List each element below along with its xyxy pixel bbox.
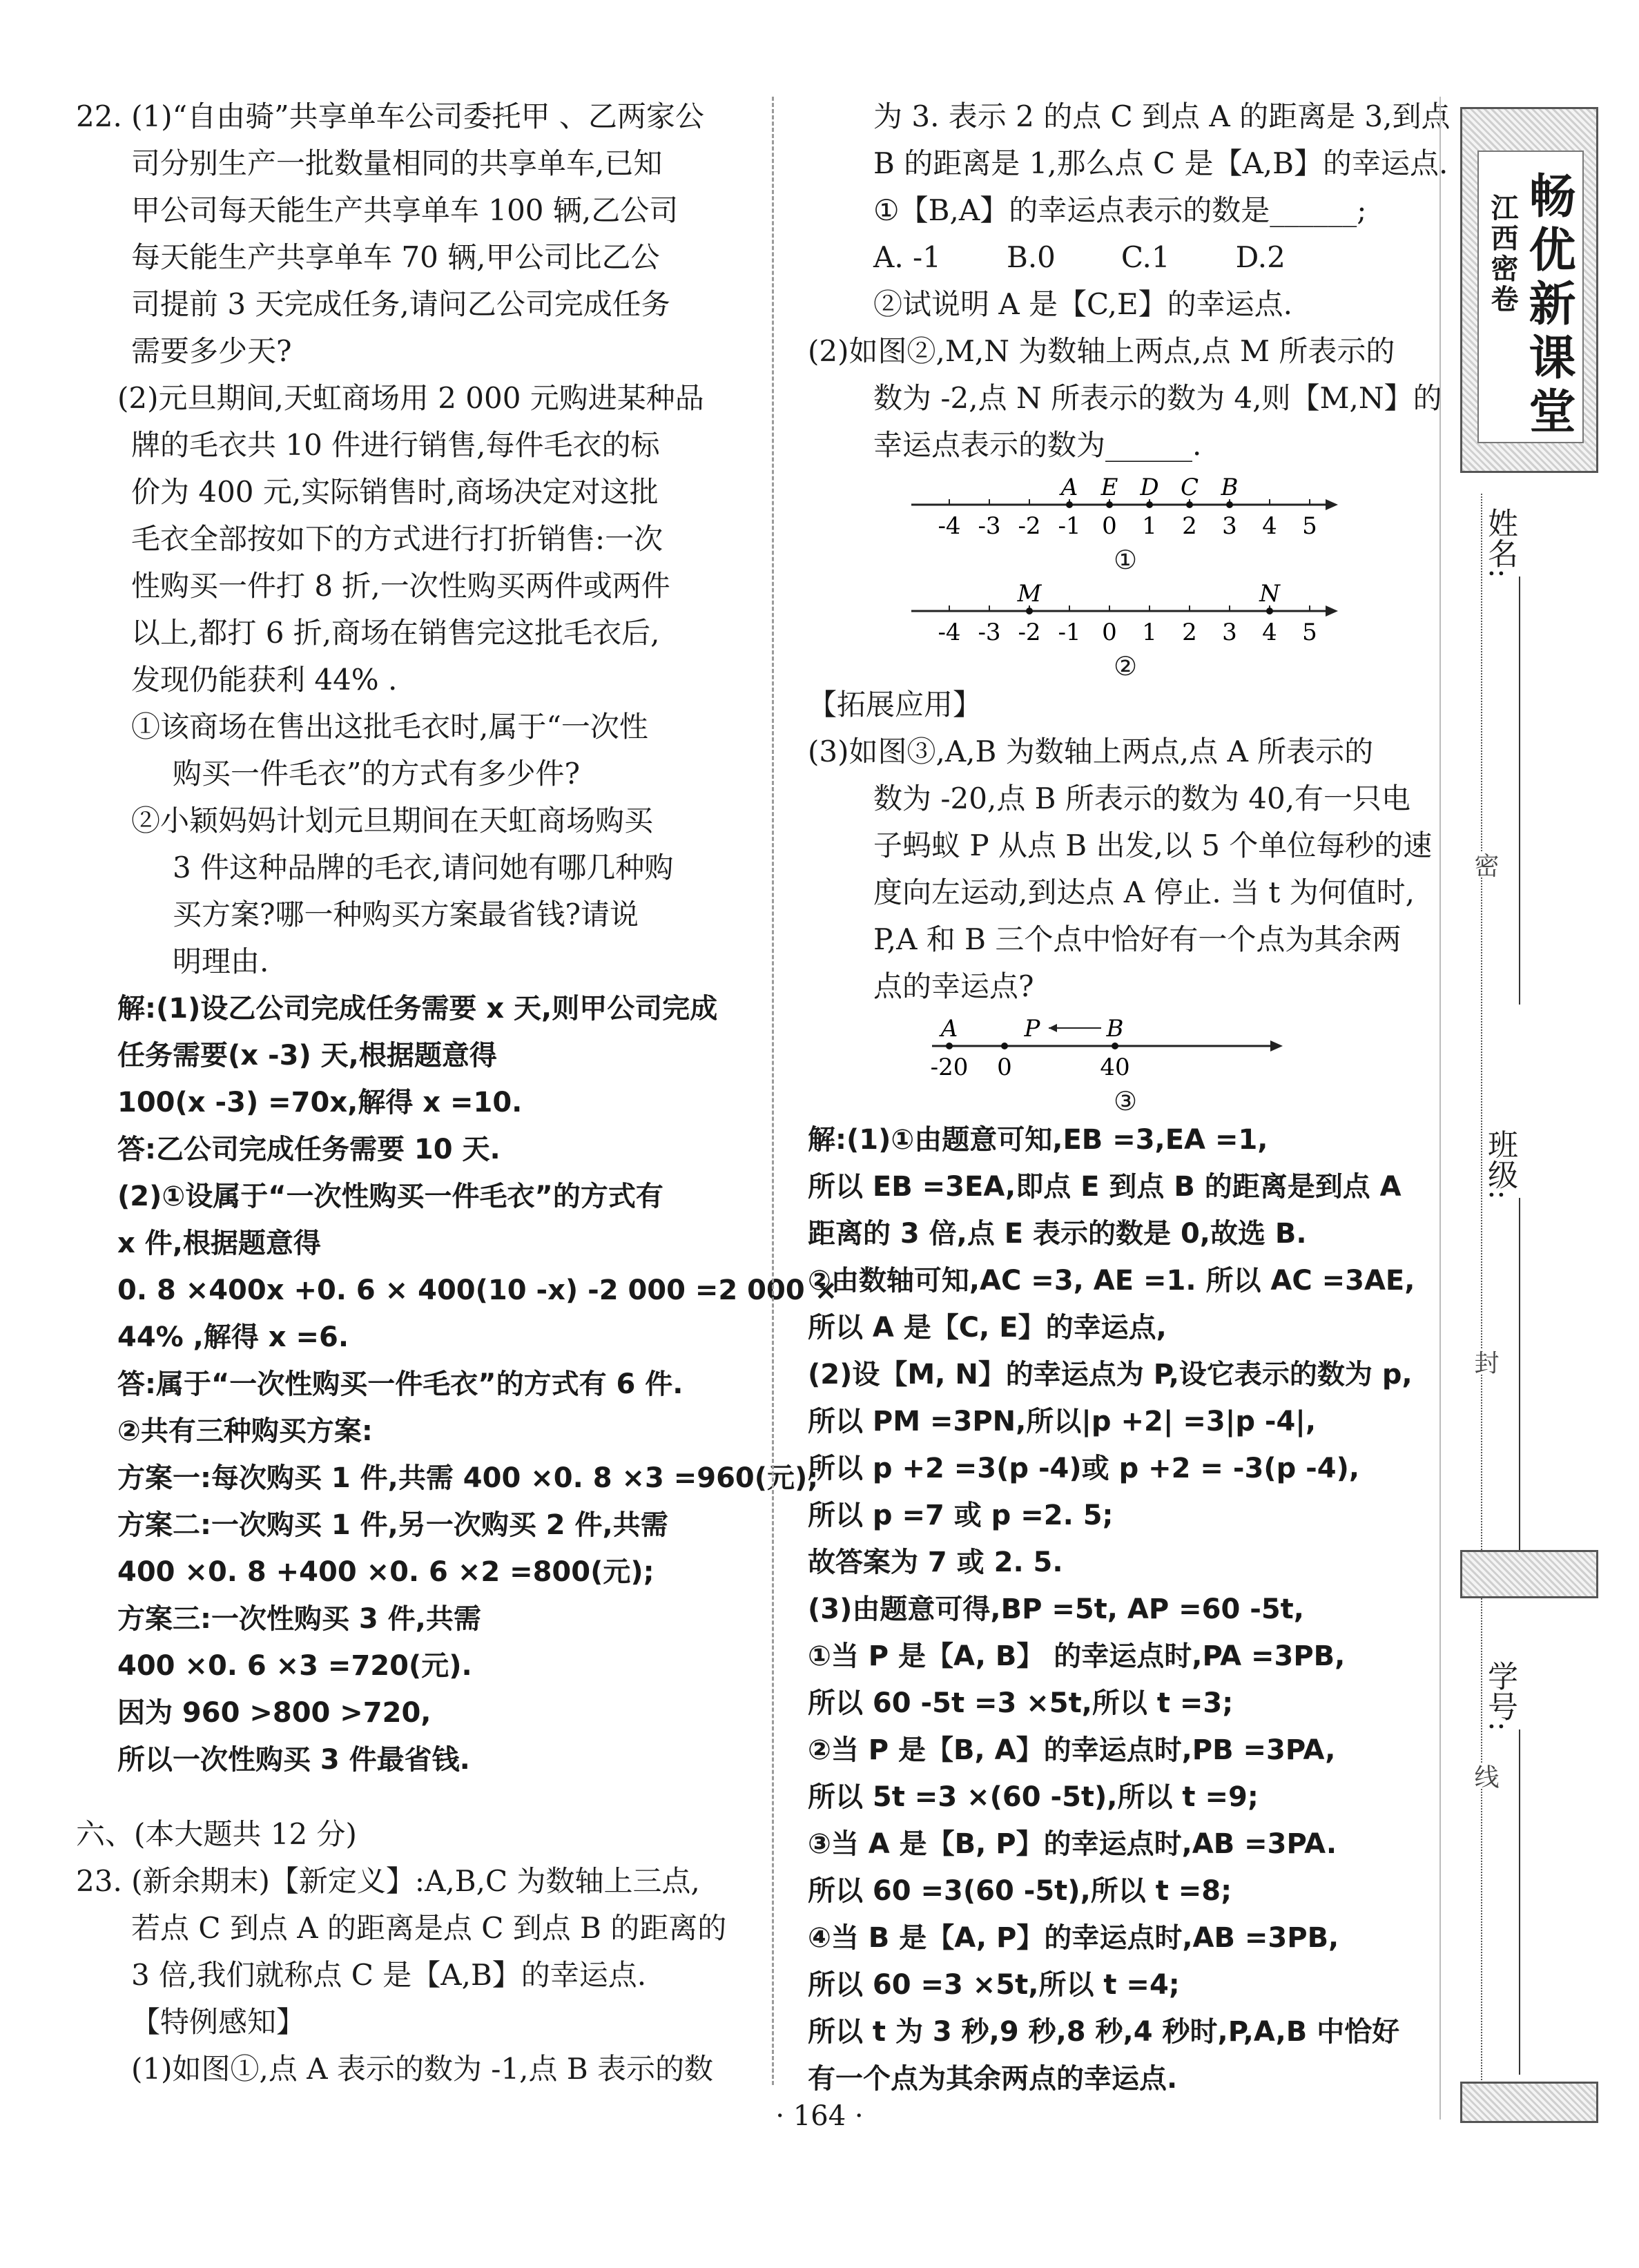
left-text-line: 方案二:一次购买 1 件,另一次购买 2 件,共需 <box>117 1509 668 1541</box>
name-field <box>1477 507 1540 579</box>
tick-label: -2 <box>1018 619 1041 646</box>
right-text-line: 点的幸运点? <box>873 969 1034 1003</box>
figure-3-caption: ③ <box>1113 1086 1138 1116</box>
left-text-line: 0. 8 ×400x +0. 6 × 400(10 -x) -2 000 =2 000 × <box>117 1274 838 1306</box>
tick-label: 2 <box>1182 619 1197 646</box>
name-label: 姓名: <box>1482 507 1517 579</box>
class-underline[interactable] <box>1519 1198 1520 1584</box>
left-text-line: 方案一:每次购买 1 件,共需 400 ×0. 8 ×3 =960(元); <box>117 1462 819 1494</box>
option-a: A. -1 <box>873 240 941 274</box>
answer-text-line: 所以 p =7 或 p =2. 5; <box>808 1500 1114 1531</box>
tick-label: -4 <box>938 619 961 646</box>
answer-text-line: 有一个点为其余两点的幸运点. <box>808 2063 1178 2095</box>
pattern-strip-1 <box>1460 1550 1598 1598</box>
option-c: C.1 <box>1121 240 1170 274</box>
tick-label: 5 <box>1302 512 1317 540</box>
motion-arrowhead <box>1049 1024 1057 1032</box>
point-label: A <box>1060 474 1078 501</box>
cut-label-mi: 密 <box>1467 853 1502 878</box>
left-text-line: ②小颖妈妈计划元旦期间在天虹商场购买 <box>131 804 654 837</box>
tick-label: 1 <box>1142 512 1157 540</box>
tick-label: -4 <box>938 512 961 540</box>
axis-arrow <box>1270 1040 1283 1051</box>
option-b: B.0 <box>1006 240 1056 274</box>
left-text-line: 23. (新余期末)【新定义】:A,B,C 为数轴上三点, <box>76 1864 700 1898</box>
answer-text-line: 距离的 3 倍,点 E 表示的数是 0,故选 B. <box>808 1218 1307 1250</box>
left-text-line: (2)元旦期间,天虹商场用 2 000 元购进某种品 <box>117 381 704 415</box>
answer-text-line: ②由数轴可知,AC =3, AE =1. 所以 AC =3AE, <box>808 1265 1415 1297</box>
value-label: 40 <box>1100 1054 1130 1081</box>
tick-label: 3 <box>1222 619 1237 646</box>
axis-arrow <box>1326 605 1338 617</box>
right-column <box>808 93 1451 2102</box>
left-text-line: ②共有三种购买方案: <box>117 1415 373 1447</box>
figure-2-number-line <box>808 575 1443 681</box>
left-text-line: ①该商场在售出这批毛衣时,属于“一次性 <box>131 710 648 744</box>
class-field <box>1477 1129 1540 1200</box>
tick-label: 0 <box>1102 619 1117 646</box>
value-label: 0 <box>997 1054 1012 1081</box>
cut-label-xian: 线 <box>1467 1764 1502 1789</box>
tick-label: 1 <box>1142 619 1157 646</box>
point-label: C <box>1180 474 1199 501</box>
point-label: B <box>1221 474 1239 501</box>
moving-point-label: P <box>1024 1015 1040 1043</box>
left-text-line: 答:乙公司完成任务需要 10 天. <box>117 1134 501 1165</box>
answer-text-line: 故答案为 7 或 2. 5. <box>808 1547 1063 1578</box>
left-text-line: 以上,都打 6 折,商场在销售完这批毛衣后, <box>131 616 660 650</box>
figure-1-svg <box>808 469 1443 545</box>
point-dot <box>1106 501 1113 508</box>
point-dot <box>1226 501 1233 508</box>
figure-2-caption: ② <box>1113 651 1138 681</box>
left-text-line: 司提前 3 天完成任务,请问乙公司完成任务 <box>131 287 670 321</box>
left-text-line: 司分别生产一批数量相同的共享单车,已知 <box>131 146 663 180</box>
tick-label: 4 <box>1262 619 1277 646</box>
point-dot <box>1266 608 1273 614</box>
point-dot <box>1026 608 1033 614</box>
answer-text-line: 所以 p +2 =3(p -4)或 p +2 = -3(p -4), <box>808 1453 1360 1484</box>
point-label: E <box>1100 474 1118 501</box>
tick-label: -1 <box>1058 512 1081 540</box>
answer-text-line: ③当 A 是【B, P】的幸运点时,AB =3PA. <box>808 1828 1337 1860</box>
answer-text-line: 所以 60 =3 ×5t,所以 t =4; <box>808 1969 1180 2001</box>
brand-box <box>1460 107 1598 473</box>
point-label: D <box>1140 474 1159 501</box>
brand-subtitle: 江西密卷 <box>1486 193 1518 315</box>
figure-2-svg <box>808 575 1443 651</box>
tick-label: 0 <box>1102 512 1117 540</box>
answer-text-line: 所以 60 =3(60 -5t),所以 t =8; <box>808 1875 1232 1907</box>
cut-label-feng: 封 <box>1467 1350 1502 1375</box>
tick-label: -3 <box>978 512 1001 540</box>
right-text-line: 数为 -2,点 N 所表示的数为 4,则【M,N】的 <box>873 381 1442 415</box>
figure-3-svg <box>808 1010 1443 1086</box>
left-text-line: 所以一次性购买 3 件最省钱. <box>117 1744 470 1776</box>
left-text-line: 买方案?哪一种购买方案最省钱?请说 <box>173 898 639 931</box>
right-text-line: 子蚂蚁 P 从点 B 出发,以 5 个单位每秒的速 <box>873 828 1433 862</box>
answer-text-line: 所以 EB =3EA,即点 E 到点 B 的距离是到点 A <box>808 1171 1402 1203</box>
left-text-line: 100(x -3) =70x,解得 x =10. <box>117 1087 523 1118</box>
answer-text-line: ②当 P 是【B, A】的幸运点时,PB =3PA, <box>808 1734 1336 1766</box>
answer-text-line: 解:(1)①由题意可知,EB =3,EA =1, <box>808 1124 1268 1156</box>
left-text-line: 400 ×0. 8 +400 ×0. 6 ×2 =800(元); <box>117 1556 654 1588</box>
figure-1-number-line <box>808 469 1443 575</box>
point-dot <box>1066 501 1073 508</box>
answer-text-line: 所以 PM =3PN,所以|p +2| =3|p -4|, <box>808 1406 1317 1437</box>
left-text-line: 发现仍能获利 44% . <box>131 663 398 697</box>
student-id-field <box>1477 1660 1540 1732</box>
answer-text-line: (2)设【M, N】的幸运点为 P,设它表示的数为 p, <box>808 1359 1413 1390</box>
left-column <box>76 93 838 2093</box>
brand-inner <box>1477 151 1584 443</box>
right-text-line: ②试说明 A 是【C,E】的幸运点. <box>873 287 1293 321</box>
left-text-line: (2)①设属于“一次性购买一件毛衣”的方式有 <box>117 1181 663 1212</box>
choice-options <box>808 234 1443 281</box>
brand-title: 畅优新课堂 <box>1521 171 1575 440</box>
left-text-line: 解:(1)设乙公司完成任务需要 x 天,则甲公司完成 <box>117 993 718 1025</box>
left-text-line: 每天能生产共享单车 70 辆,甲公司比乙公 <box>131 240 660 274</box>
left-text-line: 价为 400 元,实际销售时,商场决定对这批 <box>131 475 659 509</box>
column-divider <box>772 97 774 2085</box>
answer-text-line: 所以 60 -5t =3 ×5t,所以 t =3; <box>808 1687 1234 1719</box>
left-text-line: 3 倍,我们就称点 C 是【A,B】的幸运点. <box>131 1958 647 1992</box>
name-underline[interactable] <box>1519 576 1520 1005</box>
left-text-line: x 件,根据题意得 <box>117 1228 321 1259</box>
left-text-line: 若点 C 到点 A 的距离是点 C 到点 B 的距离的 <box>131 1911 727 1945</box>
answer-text-line: (3)由题意可得,BP =5t, AP =60 -5t, <box>808 1593 1304 1625</box>
right-text-line: (3)如图③,A,B 为数轴上两点,点 A 所表示的 <box>808 735 1374 768</box>
left-text-line: 22. (1)“自由骑”共享单车公司委托甲 、乙两家公 <box>76 99 704 133</box>
point-dot <box>1001 1043 1008 1049</box>
answer-text-line: ④当 B 是【A, P】的幸运点时,AB =3PB, <box>808 1922 1339 1954</box>
right-text-line: 为 3. 表示 2 的点 C 到点 A 的距离是 3,到点 <box>873 99 1451 133</box>
page-number: · 164 · <box>775 2100 864 2132</box>
tick-label: 5 <box>1302 619 1317 646</box>
left-text-line: 答:属于“一次性购买一件毛衣”的方式有 6 件. <box>117 1368 683 1400</box>
right-text-line: 度向左运动,到达点 A 停止. 当 t 为何值时, <box>873 875 1415 909</box>
point-label: N <box>1259 580 1280 608</box>
student-id-label: 学号: <box>1482 1660 1517 1732</box>
tick-label: 3 <box>1222 512 1237 540</box>
left-text-line: 需要多少天? <box>131 334 292 368</box>
point-dot <box>946 1043 953 1049</box>
left-text-line <box>76 1783 749 1811</box>
left-text-line: 性购买一件打 8 折,一次性购买两件或两件 <box>131 569 670 603</box>
tick-label: -2 <box>1018 512 1041 540</box>
value-label: -20 <box>930 1054 969 1081</box>
left-text-line: 44% ,解得 x =6. <box>117 1321 349 1353</box>
option-d: D.2 <box>1235 240 1286 274</box>
answer-text-line: ①当 P 是【A, B】 的幸运点时,PA =3PB, <box>808 1640 1346 1672</box>
left-text-line: 400 ×0. 6 ×3 =720(元). <box>117 1650 472 1682</box>
left-text-line: 【特例感知】 <box>131 2005 306 2039</box>
left-text-line: 毛衣全部按如下的方式进行打折销售:一次 <box>131 522 663 556</box>
tick-label: -1 <box>1058 619 1081 646</box>
point-label: B <box>1106 1015 1124 1043</box>
right-text-line: B 的距离是 1,那么点 C 是【A,B】的幸运点. <box>873 146 1448 180</box>
left-text-line: 牌的毛衣共 10 件进行销售,每件毛衣的标 <box>131 428 660 462</box>
answer-text-line: 所以 A 是【C, E】的幸运点, <box>808 1312 1167 1344</box>
figure-3-number-line <box>808 1010 1443 1116</box>
right-text-line: ①【B,A】的幸运点表示的数是______; <box>873 193 1367 227</box>
left-text-line: 方案三:一次性购买 3 件,共需 <box>117 1603 481 1635</box>
left-text-line: 购买一件毛衣”的方式有多少件? <box>173 757 580 791</box>
left-text-line: 甲公司每天能生产共享单车 100 辆,乙公司 <box>131 193 679 227</box>
right-text-line: 幸运点表示的数为______. <box>873 428 1202 462</box>
right-text-line: 【拓展应用】 <box>808 688 982 721</box>
figure-1-caption: ① <box>1113 545 1138 575</box>
pattern-strip-2 <box>1460 2082 1598 2123</box>
left-text-line: (1)如图①,点 A 表示的数为 -1,点 B 表示的数 <box>131 2052 714 2086</box>
binding-sidebar <box>1460 107 1598 2109</box>
answer-text-line: 所以 t 为 3 秒,9 秒,8 秒,4 秒时,P,A,B 中恰好 <box>808 2016 1400 2048</box>
point-dot <box>1146 501 1153 508</box>
left-text-line: 任务需要(x -3) 天,根据题意得 <box>117 1040 497 1072</box>
student-id-underline[interactable] <box>1519 1729 1520 2075</box>
seal-cut-line <box>1481 494 1482 2102</box>
point-label: M <box>1017 580 1042 608</box>
axis-arrow <box>1326 499 1338 510</box>
point-dot <box>1112 1043 1118 1049</box>
point-dot <box>1186 501 1193 508</box>
answer-text-line: 所以 5t =3 ×(60 -5t),所以 t =9; <box>808 1781 1259 1813</box>
point-label: A <box>940 1015 958 1043</box>
right-text-line: (2)如图②,M,N 为数轴上两点,点 M 所表示的 <box>808 334 1395 368</box>
right-text-line: P,A 和 B 三个点中恰好有一个点为其余两 <box>873 922 1402 956</box>
tick-label: -3 <box>978 619 1001 646</box>
tick-label: 2 <box>1182 512 1197 540</box>
left-text-line: 明理由. <box>173 944 269 978</box>
left-text-line: 因为 960 >800 >720, <box>117 1697 431 1729</box>
tick-label: 4 <box>1262 512 1277 540</box>
left-text-line: 六、(本大题共 12 分) <box>76 1817 357 1851</box>
right-text-line: 数为 -20,点 B 所表示的数为 40,有一只电 <box>873 782 1411 815</box>
left-text-line: 3 件这种品牌的毛衣,请问她有哪几种购 <box>173 851 674 884</box>
class-label: 班级: <box>1482 1129 1517 1200</box>
